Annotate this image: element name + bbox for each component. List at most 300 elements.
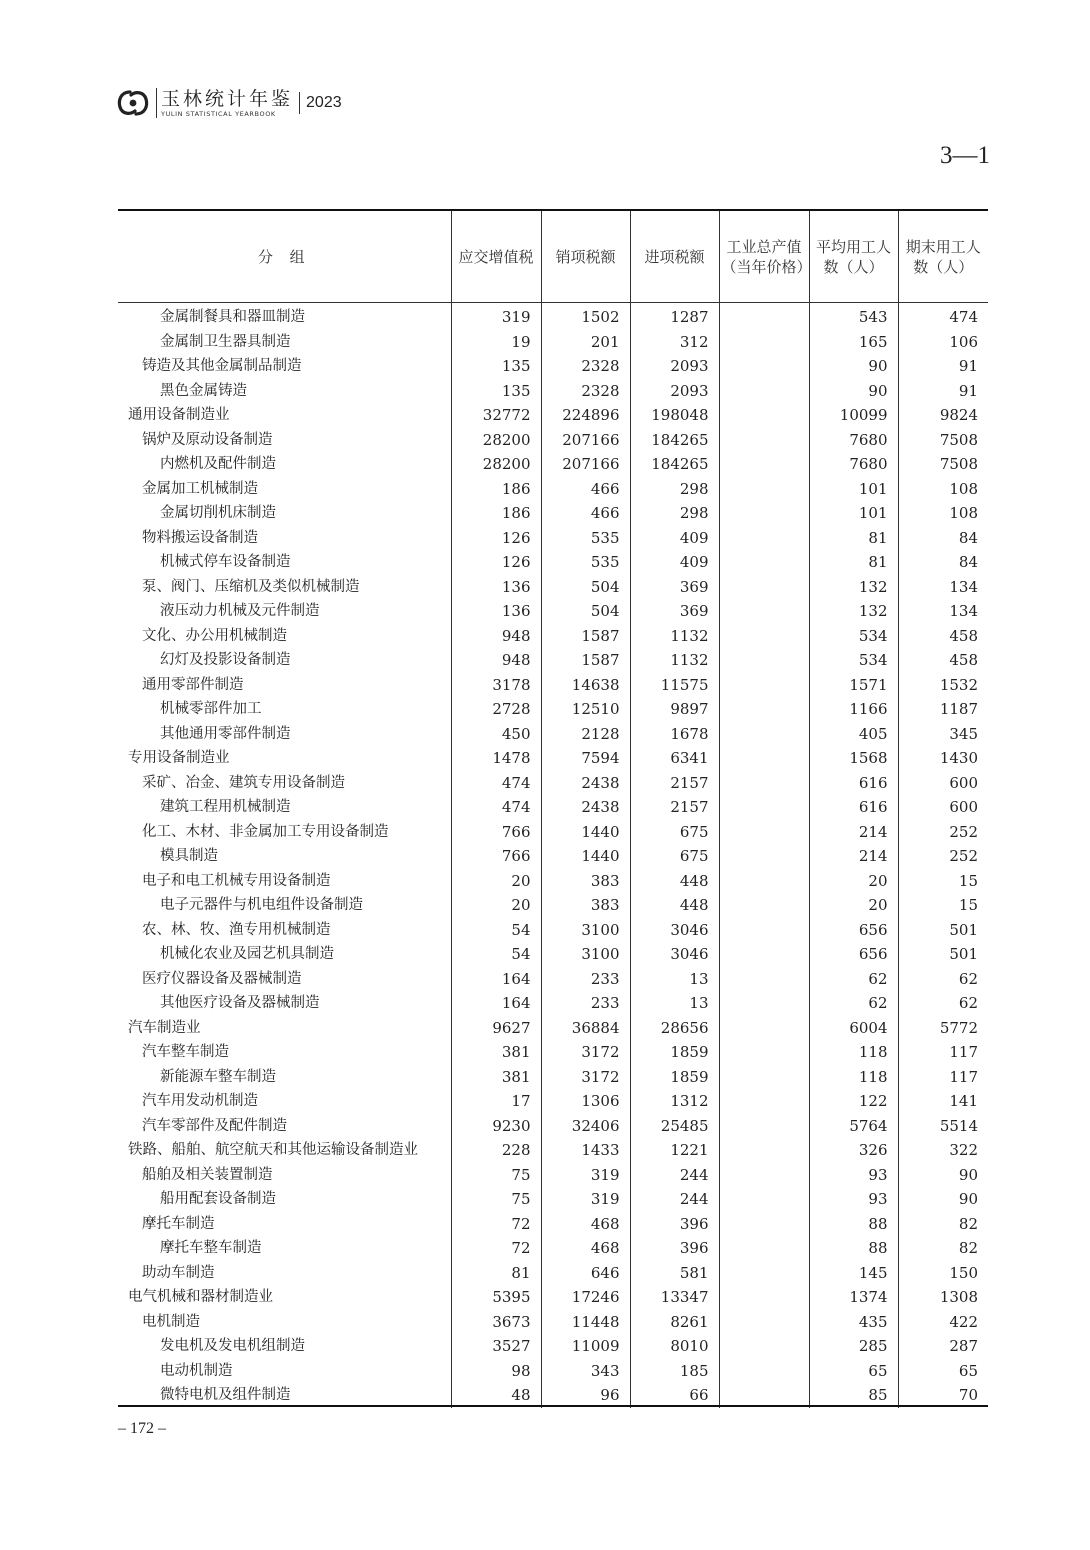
cell-input-tax: 1221 bbox=[630, 1138, 719, 1163]
cell-end-employees: 90 bbox=[898, 1163, 988, 1188]
cell-input-tax: 3046 bbox=[630, 918, 719, 943]
table-row bbox=[118, 746, 988, 771]
cell-gross-output bbox=[719, 1310, 809, 1335]
row-group-name: 其他医疗设备及器械制造 bbox=[160, 995, 320, 1011]
cell-input-tax: 312 bbox=[630, 330, 719, 355]
cell-avg-employees: 7680 bbox=[809, 452, 898, 477]
row-group-name: 金属制餐具和器皿制造 bbox=[160, 309, 305, 325]
cell-end-employees: 5772 bbox=[898, 1016, 988, 1041]
row-group-name: 电子元器件与机电组件设备制造 bbox=[160, 897, 363, 913]
cell-end-employees: 150 bbox=[898, 1261, 988, 1286]
cell-input-tax: 1132 bbox=[630, 624, 719, 649]
cell-avg-employees: 88 bbox=[809, 1212, 898, 1237]
cell-output-tax: 383 bbox=[541, 869, 630, 894]
row-group-name: 其他通用零部件制造 bbox=[160, 725, 291, 742]
cell-end-employees: 62 bbox=[898, 991, 988, 1016]
table-row bbox=[118, 501, 988, 526]
row-group-name: 医疗仪器设备及器械制造 bbox=[142, 970, 302, 987]
cell-output-tax: 535 bbox=[541, 526, 630, 551]
cell-vat-payable: 136 bbox=[451, 575, 541, 600]
row-group-name: 汽车用发动机制造 bbox=[142, 1093, 258, 1109]
cell-avg-employees: 656 bbox=[809, 918, 898, 943]
cell-vat-payable: 135 bbox=[451, 379, 541, 404]
cell-avg-employees: 132 bbox=[809, 575, 898, 600]
cell-input-tax: 25485 bbox=[630, 1114, 719, 1139]
cell-output-tax: 319 bbox=[541, 1187, 630, 1212]
table-code: 3—1 bbox=[940, 142, 990, 169]
table-row bbox=[118, 795, 988, 820]
cell-end-employees: 108 bbox=[898, 501, 988, 526]
table-row bbox=[118, 403, 988, 428]
table-row bbox=[118, 624, 988, 649]
table-row bbox=[118, 771, 988, 796]
cell-output-tax: 2128 bbox=[541, 722, 630, 747]
cell-input-tax: 184265 bbox=[630, 428, 719, 453]
cell-gross-output bbox=[719, 1261, 809, 1286]
cell-gross-output bbox=[719, 1089, 809, 1114]
cell-input-tax: 581 bbox=[630, 1261, 719, 1286]
cell-avg-employees: 65 bbox=[809, 1359, 898, 1384]
table-row bbox=[118, 844, 988, 869]
cell-output-tax: 383 bbox=[541, 893, 630, 918]
cell-avg-employees: 326 bbox=[809, 1138, 898, 1163]
row-group-name: 铁路、船舶、航空航天和其他运输设备制造业 bbox=[128, 1142, 418, 1158]
cell-vat-payable: 3178 bbox=[451, 673, 541, 698]
row-group-name: 化工、木材、非金属加工专用设备制造 bbox=[142, 823, 389, 840]
cell-vat-payable: 32772 bbox=[451, 403, 541, 428]
cell-vat-payable: 17 bbox=[451, 1089, 541, 1114]
cell-vat-payable: 5395 bbox=[451, 1285, 541, 1310]
cell-output-tax: 11448 bbox=[541, 1310, 630, 1335]
cell-input-tax: 3046 bbox=[630, 942, 719, 967]
cell-gross-output bbox=[719, 575, 809, 600]
row-group-name: 机械化农业及园艺机具制造 bbox=[160, 946, 334, 962]
yearbook-year: 2023 bbox=[299, 92, 342, 114]
cell-gross-output bbox=[719, 1163, 809, 1188]
cell-input-tax: 1678 bbox=[630, 722, 719, 747]
row-group-name: 汽车整车制造 bbox=[142, 1044, 229, 1060]
table-row bbox=[118, 722, 988, 747]
table-row bbox=[118, 1187, 988, 1212]
cell-output-tax: 535 bbox=[541, 550, 630, 575]
yearbook-title: 玉林统计年鉴 bbox=[161, 88, 294, 110]
cell-gross-output bbox=[719, 1285, 809, 1310]
cell-input-tax: 369 bbox=[630, 599, 719, 624]
cell-input-tax: 2093 bbox=[630, 354, 719, 379]
cell-input-tax: 1287 bbox=[630, 303, 719, 330]
cell-end-employees: 134 bbox=[898, 599, 988, 624]
cell-output-tax: 233 bbox=[541, 991, 630, 1016]
cell-end-employees: 501 bbox=[898, 918, 988, 943]
cell-input-tax: 185 bbox=[630, 1359, 719, 1384]
cell-end-employees: 287 bbox=[898, 1334, 988, 1359]
table-row bbox=[118, 1089, 988, 1114]
cell-avg-employees: 118 bbox=[809, 1065, 898, 1090]
cell-gross-output bbox=[719, 1383, 809, 1408]
cell-avg-employees: 1571 bbox=[809, 673, 898, 698]
yearbook-header bbox=[116, 86, 342, 120]
cell-input-tax: 13 bbox=[630, 967, 719, 992]
row-group-name: 机械零部件加工 bbox=[160, 701, 262, 717]
cell-end-employees: 15 bbox=[898, 893, 988, 918]
table-row bbox=[118, 1383, 988, 1408]
cell-output-tax: 319 bbox=[541, 1163, 630, 1188]
table-row bbox=[118, 967, 988, 992]
cell-end-employees: 600 bbox=[898, 771, 988, 796]
column-header-avg-employees: 平均用工人数（人） bbox=[809, 211, 898, 303]
table-row bbox=[118, 1016, 988, 1041]
row-group-name: 物料搬运设备制造 bbox=[142, 529, 258, 546]
cell-end-employees: 5514 bbox=[898, 1114, 988, 1139]
cell-end-employees: 1532 bbox=[898, 673, 988, 698]
row-group-name: 黑色金属铸造 bbox=[160, 382, 247, 399]
row-group-name: 内燃机及配件制造 bbox=[160, 456, 276, 472]
row-group-name: 采矿、冶金、建筑专用设备制造 bbox=[142, 774, 345, 791]
cell-gross-output bbox=[719, 991, 809, 1016]
table-row bbox=[118, 1359, 988, 1384]
cell-output-tax: 233 bbox=[541, 967, 630, 992]
table-row bbox=[118, 550, 988, 575]
cell-end-employees: 106 bbox=[898, 330, 988, 355]
cell-vat-payable: 54 bbox=[451, 918, 541, 943]
cell-vat-payable: 136 bbox=[451, 599, 541, 624]
table-row bbox=[118, 648, 988, 673]
table-row bbox=[118, 1163, 988, 1188]
table-row bbox=[118, 1212, 988, 1237]
cell-avg-employees: 435 bbox=[809, 1310, 898, 1335]
cell-output-tax: 468 bbox=[541, 1212, 630, 1237]
cell-input-tax: 9897 bbox=[630, 697, 719, 722]
cell-avg-employees: 1374 bbox=[809, 1285, 898, 1310]
row-group-name: 摩托车制造 bbox=[142, 1215, 215, 1232]
cell-input-tax: 8261 bbox=[630, 1310, 719, 1335]
cell-output-tax: 1587 bbox=[541, 648, 630, 673]
cell-vat-payable: 474 bbox=[451, 771, 541, 796]
cell-end-employees: 117 bbox=[898, 1065, 988, 1090]
cell-input-tax: 6341 bbox=[630, 746, 719, 771]
row-group-name: 文化、办公用机械制造 bbox=[142, 627, 287, 644]
cell-avg-employees: 101 bbox=[809, 477, 898, 502]
cell-avg-employees: 145 bbox=[809, 1261, 898, 1286]
row-group-name: 通用零部件制造 bbox=[142, 676, 244, 693]
row-group-name: 机械式停车设备制造 bbox=[160, 554, 291, 570]
cell-end-employees: 7508 bbox=[898, 428, 988, 453]
cell-end-employees: 252 bbox=[898, 844, 988, 869]
row-group-name: 汽车制造业 bbox=[128, 1019, 201, 1036]
cell-output-tax: 504 bbox=[541, 599, 630, 624]
cell-avg-employees: 534 bbox=[809, 648, 898, 673]
cell-vat-payable: 948 bbox=[451, 624, 541, 649]
cell-output-tax: 3172 bbox=[541, 1040, 630, 1065]
cell-gross-output bbox=[719, 501, 809, 526]
cell-input-tax: 448 bbox=[630, 869, 719, 894]
cell-output-tax: 7594 bbox=[541, 746, 630, 771]
row-group-name: 船舶及相关装置制造 bbox=[142, 1166, 273, 1183]
table-row bbox=[118, 918, 988, 943]
table-row bbox=[118, 1065, 988, 1090]
cell-avg-employees: 101 bbox=[809, 501, 898, 526]
cell-end-employees: 82 bbox=[898, 1236, 988, 1261]
cell-vat-payable: 98 bbox=[451, 1359, 541, 1384]
cell-end-employees: 84 bbox=[898, 526, 988, 551]
table-row bbox=[118, 893, 988, 918]
cell-avg-employees: 62 bbox=[809, 991, 898, 1016]
cell-avg-employees: 405 bbox=[809, 722, 898, 747]
column-header-vat-payable: 应交增值税 bbox=[451, 211, 541, 303]
cell-avg-employees: 656 bbox=[809, 942, 898, 967]
cell-gross-output bbox=[719, 452, 809, 477]
cell-vat-payable: 72 bbox=[451, 1212, 541, 1237]
cell-vat-payable: 164 bbox=[451, 967, 541, 992]
cell-end-employees: 134 bbox=[898, 575, 988, 600]
cell-end-employees: 91 bbox=[898, 354, 988, 379]
cell-output-tax: 343 bbox=[541, 1359, 630, 1384]
cell-output-tax: 14638 bbox=[541, 673, 630, 698]
cell-output-tax: 2328 bbox=[541, 379, 630, 404]
cell-gross-output bbox=[719, 1138, 809, 1163]
row-group-name: 助动车制造 bbox=[142, 1264, 215, 1281]
cell-end-employees: 252 bbox=[898, 820, 988, 845]
cell-vat-payable: 28200 bbox=[451, 428, 541, 453]
cell-vat-payable: 766 bbox=[451, 844, 541, 869]
cell-avg-employees: 85 bbox=[809, 1383, 898, 1408]
cell-input-tax: 244 bbox=[630, 1187, 719, 1212]
cell-output-tax: 466 bbox=[541, 477, 630, 502]
cell-gross-output bbox=[719, 403, 809, 428]
table-row bbox=[118, 820, 988, 845]
table-row bbox=[118, 452, 988, 477]
table-row bbox=[118, 1334, 988, 1359]
row-group-name: 金属制卫生器具制造 bbox=[160, 333, 291, 350]
table-row bbox=[118, 354, 988, 379]
cell-end-employees: 141 bbox=[898, 1089, 988, 1114]
table-row bbox=[118, 1138, 988, 1163]
cell-output-tax: 32406 bbox=[541, 1114, 630, 1139]
cell-output-tax: 1433 bbox=[541, 1138, 630, 1163]
cell-vat-payable: 948 bbox=[451, 648, 541, 673]
row-group-name: 金属加工机械制造 bbox=[142, 480, 258, 497]
cell-input-tax: 2157 bbox=[630, 771, 719, 796]
cell-input-tax: 11575 bbox=[630, 673, 719, 698]
cell-gross-output bbox=[719, 477, 809, 502]
cell-output-tax: 96 bbox=[541, 1383, 630, 1408]
table-bottom-rule bbox=[118, 1405, 988, 1407]
table-row bbox=[118, 673, 988, 698]
row-group-name: 专用设备制造业 bbox=[128, 750, 230, 766]
cell-vat-payable: 9230 bbox=[451, 1114, 541, 1139]
cell-end-employees: 1308 bbox=[898, 1285, 988, 1310]
cell-end-employees: 65 bbox=[898, 1359, 988, 1384]
cell-output-tax: 2328 bbox=[541, 354, 630, 379]
column-header-end-employees: 期末用工人数（人） bbox=[898, 211, 988, 303]
cell-gross-output bbox=[719, 1212, 809, 1237]
cell-gross-output bbox=[719, 1236, 809, 1261]
cell-output-tax: 1502 bbox=[541, 303, 630, 330]
row-group-name: 液压动力机械及元件制造 bbox=[160, 603, 320, 619]
cell-avg-employees: 285 bbox=[809, 1334, 898, 1359]
cell-vat-payable: 186 bbox=[451, 501, 541, 526]
cell-gross-output bbox=[719, 746, 809, 771]
cell-output-tax: 12510 bbox=[541, 697, 630, 722]
cell-avg-employees: 81 bbox=[809, 550, 898, 575]
cell-end-employees: 9824 bbox=[898, 403, 988, 428]
cell-input-tax: 184265 bbox=[630, 452, 719, 477]
cell-end-employees: 15 bbox=[898, 869, 988, 894]
cell-output-tax: 207166 bbox=[541, 452, 630, 477]
cell-gross-output bbox=[719, 771, 809, 796]
cell-end-employees: 62 bbox=[898, 967, 988, 992]
row-group-name: 发电机及发电机组制造 bbox=[160, 1338, 305, 1354]
cell-vat-payable: 54 bbox=[451, 942, 541, 967]
cell-output-tax: 1440 bbox=[541, 844, 630, 869]
cell-vat-payable: 3673 bbox=[451, 1310, 541, 1335]
cell-avg-employees: 1568 bbox=[809, 746, 898, 771]
row-group-name: 幻灯及投影设备制造 bbox=[160, 652, 291, 668]
cell-vat-payable: 135 bbox=[451, 354, 541, 379]
column-header-input-tax: 进项税额 bbox=[630, 211, 719, 303]
row-group-name: 电机制造 bbox=[142, 1313, 200, 1330]
cell-gross-output bbox=[719, 1334, 809, 1359]
cell-vat-payable: 164 bbox=[451, 991, 541, 1016]
cell-vat-payable: 228 bbox=[451, 1138, 541, 1163]
cell-output-tax: 504 bbox=[541, 575, 630, 600]
cell-gross-output bbox=[719, 330, 809, 355]
cell-avg-employees: 93 bbox=[809, 1187, 898, 1212]
row-group-name: 建筑工程用机械制造 bbox=[160, 799, 291, 815]
cell-input-tax: 198048 bbox=[630, 403, 719, 428]
cell-output-tax: 1306 bbox=[541, 1089, 630, 1114]
cell-gross-output bbox=[719, 1359, 809, 1384]
column-header-group: 分 组 bbox=[118, 211, 451, 303]
cell-vat-payable: 75 bbox=[451, 1187, 541, 1212]
cell-avg-employees: 90 bbox=[809, 379, 898, 404]
cell-gross-output bbox=[719, 820, 809, 845]
cell-input-tax: 675 bbox=[630, 844, 719, 869]
cell-gross-output bbox=[719, 379, 809, 404]
cell-avg-employees: 543 bbox=[809, 303, 898, 330]
cell-gross-output bbox=[719, 722, 809, 747]
cell-end-employees: 84 bbox=[898, 550, 988, 575]
cell-gross-output bbox=[719, 697, 809, 722]
cell-avg-employees: 6004 bbox=[809, 1016, 898, 1041]
table-row bbox=[118, 991, 988, 1016]
cell-input-tax: 66 bbox=[630, 1383, 719, 1408]
cell-gross-output bbox=[719, 1040, 809, 1065]
row-group-name: 泵、阀门、压缩机及类似机械制造 bbox=[142, 578, 360, 595]
row-group-name: 锅炉及原动设备制造 bbox=[142, 431, 273, 448]
cell-avg-employees: 616 bbox=[809, 795, 898, 820]
row-group-name: 通用设备制造业 bbox=[128, 407, 230, 423]
table-row bbox=[118, 303, 988, 330]
cell-vat-payable: 126 bbox=[451, 550, 541, 575]
cell-gross-output bbox=[719, 599, 809, 624]
cell-output-tax: 224896 bbox=[541, 403, 630, 428]
cell-gross-output bbox=[719, 1187, 809, 1212]
row-group-name: 电子和电工机械专用设备制造 bbox=[142, 872, 331, 889]
statistics-table bbox=[118, 211, 988, 1408]
cell-end-employees: 322 bbox=[898, 1138, 988, 1163]
cell-avg-employees: 122 bbox=[809, 1089, 898, 1114]
cell-gross-output bbox=[719, 893, 809, 918]
cell-input-tax: 396 bbox=[630, 1236, 719, 1261]
table-row bbox=[118, 1236, 988, 1261]
cell-input-tax: 675 bbox=[630, 820, 719, 845]
cell-avg-employees: 93 bbox=[809, 1163, 898, 1188]
row-group-name: 电动机制造 bbox=[160, 1362, 233, 1379]
cell-input-tax: 13 bbox=[630, 991, 719, 1016]
cell-avg-employees: 62 bbox=[809, 967, 898, 992]
cell-avg-employees: 90 bbox=[809, 354, 898, 379]
cell-end-employees: 82 bbox=[898, 1212, 988, 1237]
cell-gross-output bbox=[719, 942, 809, 967]
cell-end-employees: 1187 bbox=[898, 697, 988, 722]
cell-avg-employees: 5764 bbox=[809, 1114, 898, 1139]
cell-end-employees: 91 bbox=[898, 379, 988, 404]
row-group-name: 船用配套设备制造 bbox=[160, 1191, 276, 1207]
cell-avg-employees: 214 bbox=[809, 844, 898, 869]
cell-gross-output bbox=[719, 624, 809, 649]
cell-gross-output bbox=[719, 869, 809, 894]
cell-input-tax: 2157 bbox=[630, 795, 719, 820]
cell-vat-payable: 81 bbox=[451, 1261, 541, 1286]
table-row bbox=[118, 869, 988, 894]
cell-end-employees: 7508 bbox=[898, 452, 988, 477]
cell-end-employees: 108 bbox=[898, 477, 988, 502]
cell-gross-output bbox=[719, 526, 809, 551]
cell-avg-employees: 81 bbox=[809, 526, 898, 551]
row-group-name: 农、林、牧、渔专用机械制造 bbox=[142, 921, 331, 938]
cell-input-tax: 2093 bbox=[630, 379, 719, 404]
cell-vat-payable: 20 bbox=[451, 893, 541, 918]
cell-input-tax: 244 bbox=[630, 1163, 719, 1188]
yearbook-logo-icon bbox=[116, 88, 150, 118]
cell-input-tax: 298 bbox=[630, 477, 719, 502]
cell-vat-payable: 766 bbox=[451, 820, 541, 845]
cell-avg-employees: 616 bbox=[809, 771, 898, 796]
cell-vat-payable: 381 bbox=[451, 1065, 541, 1090]
cell-avg-employees: 214 bbox=[809, 820, 898, 845]
table-body bbox=[118, 303, 988, 1408]
cell-avg-employees: 534 bbox=[809, 624, 898, 649]
table-row bbox=[118, 379, 988, 404]
cell-avg-employees: 165 bbox=[809, 330, 898, 355]
table-row bbox=[118, 330, 988, 355]
cell-vat-payable: 75 bbox=[451, 1163, 541, 1188]
cell-input-tax: 298 bbox=[630, 501, 719, 526]
page-number: – 172 – bbox=[118, 1420, 166, 1437]
cell-vat-payable: 450 bbox=[451, 722, 541, 747]
table-row bbox=[118, 697, 988, 722]
cell-end-employees: 345 bbox=[898, 722, 988, 747]
cell-gross-output bbox=[719, 303, 809, 330]
table-row bbox=[118, 599, 988, 624]
cell-gross-output bbox=[719, 428, 809, 453]
cell-input-tax: 369 bbox=[630, 575, 719, 600]
cell-avg-employees: 1166 bbox=[809, 697, 898, 722]
cell-input-tax: 448 bbox=[630, 893, 719, 918]
table-row bbox=[118, 1040, 988, 1065]
cell-avg-employees: 88 bbox=[809, 1236, 898, 1261]
table-row bbox=[118, 526, 988, 551]
cell-avg-employees: 118 bbox=[809, 1040, 898, 1065]
cell-end-employees: 474 bbox=[898, 303, 988, 330]
row-group-name: 铸造及其他金属制品制造 bbox=[142, 358, 302, 374]
cell-vat-payable: 28200 bbox=[451, 452, 541, 477]
yearbook-title-en: YULIN STATISTICAL YEARBOOK bbox=[161, 110, 276, 118]
cell-output-tax: 207166 bbox=[541, 428, 630, 453]
cell-avg-employees: 10099 bbox=[809, 403, 898, 428]
cell-output-tax: 468 bbox=[541, 1236, 630, 1261]
